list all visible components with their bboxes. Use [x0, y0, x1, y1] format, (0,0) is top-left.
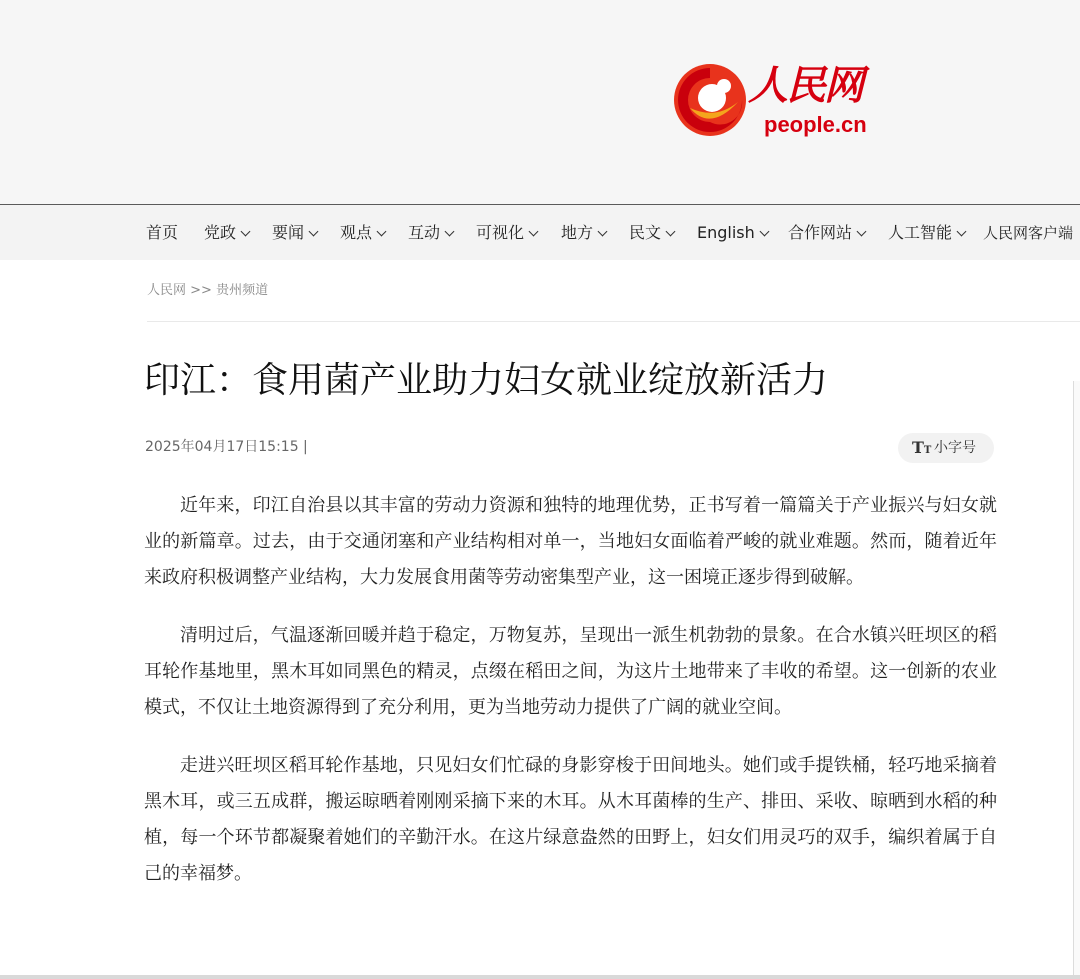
breadcrumb-channel-link[interactable]: 贵州频道: [216, 283, 269, 298]
people-logo[interactable]: [672, 58, 887, 142]
people-logo-icon: [672, 62, 748, 138]
nav-item-label: 互动: [408, 223, 441, 242]
chevron-down-icon: [666, 227, 676, 237]
article-paragraph: 近年来，印江自治县以其丰富的劳动力资源和独特的地理优势，正书写着一篇篇关于产业振兴与妇女就业的新篇章。过去，由于交通闭塞和产业结构相对单一，当地妇女面临着严峻的就业难题。然而，随着近年来政府积极调整产业结构，大力发展食用菌等劳动密集型产业，这一困境正逐步得到破解。: [144, 495, 997, 588]
breadcrumb-home-link[interactable]: 人民网: [147, 283, 187, 298]
nav-item-label: 合作网站: [788, 223, 853, 242]
article-body: [144, 488, 997, 914]
article-paragraph: 清明过后，气温逐渐回暖并趋于稳定，万物复苏，呈现出一派生机勃勃的景象。在合水镇兴旺坝区的稻耳轮作基地里，黑木耳如同黑色的精灵，点缀在稻田之间，为这片土地带来了丰收的希望。这一创新的农业模式，不仅让土地资源得到了充分利用，更为当地劳动力提供了广阔的就业空间。: [144, 625, 997, 718]
nav-item-partner-sites[interactable]: [788, 205, 865, 260]
nav-item-ai[interactable]: [888, 205, 965, 260]
main-nav: [0, 205, 1080, 260]
nav-item-minority-languages[interactable]: [629, 205, 674, 260]
chevron-down-icon: [529, 227, 539, 237]
nav-item-label: 要闻: [272, 223, 305, 242]
chevron-down-icon: [241, 227, 251, 237]
nav-item-label: 人民网客户端: [983, 224, 1074, 242]
logo-chinese-text: 人民网: [748, 62, 862, 109]
site-header: [0, 0, 1080, 205]
nav-item-english[interactable]: [697, 205, 768, 260]
nav-item-opinion[interactable]: [340, 205, 385, 260]
nav-item-label: 地方: [561, 223, 594, 242]
chevron-down-icon: [759, 227, 769, 237]
breadcrumb-divider: [147, 321, 1080, 322]
chevron-down-icon: [445, 227, 455, 237]
nav-item-label: English: [697, 223, 755, 242]
article-title: 印江：食用菌产业助力妇女就业绽放新活力: [144, 360, 829, 401]
chevron-down-icon: [377, 227, 387, 237]
nav-item-label: 可视化: [476, 223, 525, 242]
article-datetime: 2025年04月17日15:15 |: [145, 439, 308, 455]
chevron-down-icon: [309, 227, 319, 237]
chevron-down-icon: [957, 227, 967, 237]
chevron-down-icon: [857, 227, 867, 237]
nav-item-interaction[interactable]: [408, 205, 453, 260]
nav-item-label: 人工智能: [888, 223, 953, 242]
text-size-icon: TT: [912, 438, 932, 457]
nav-item-client-app[interactable]: [983, 205, 1073, 260]
breadcrumb: [147, 281, 268, 301]
nav-item-label: 首页: [146, 223, 179, 242]
font-size-toggle-label: 小字号: [934, 440, 976, 456]
nav-item-news[interactable]: [272, 205, 317, 260]
side-rail: [1073, 381, 1080, 979]
nav-item-label: 观点: [340, 223, 373, 242]
nav-item-label: 民文: [629, 223, 662, 242]
nav-item-party[interactable]: [204, 205, 249, 260]
nav-item-label: 党政: [204, 223, 237, 242]
horizontal-scrollbar[interactable]: [0, 975, 1080, 979]
article-paragraph: 走进兴旺坝区稻耳轮作基地，只见妇女们忙碌的身影穿梭于田间地头。她们或手提铁桶，轻巧地采摘着黑木耳，或三五成群，搬运晾晒着刚刚采摘下来的木耳。从木耳菌棒的生产、排田、采收、晾晒到水稻的种植，每一个环节都凝聚着她们的辛勤汗水。在这片绿意盎然的田野上，妇女们用灵巧的双手，编织着属于自己的幸福梦。: [144, 755, 997, 884]
chevron-down-icon: [598, 227, 608, 237]
logo-domain-text: people.cn: [764, 112, 867, 137]
nav-item-local[interactable]: [561, 205, 606, 260]
font-size-toggle-button[interactable]: [898, 433, 994, 463]
nav-item-home[interactable]: [146, 205, 178, 260]
nav-item-visual[interactable]: [476, 205, 537, 260]
breadcrumb-separator: >>: [190, 283, 212, 298]
